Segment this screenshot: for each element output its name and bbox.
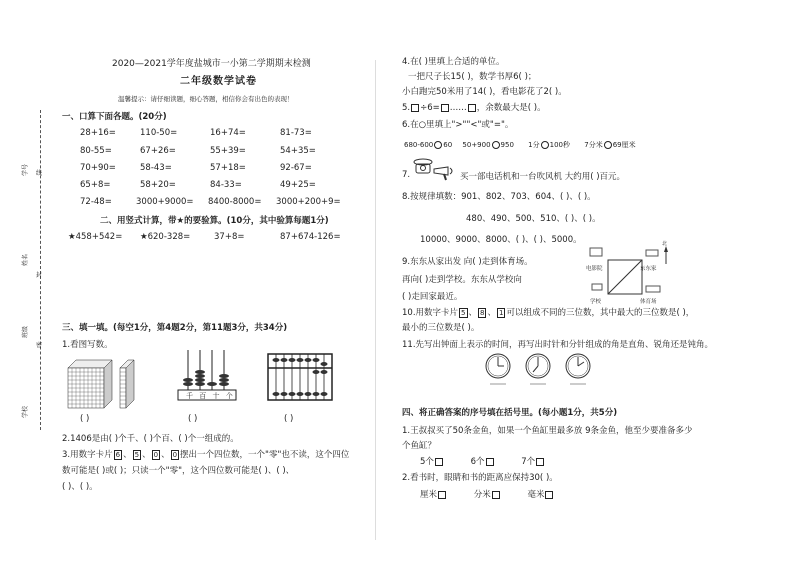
q3-line-1: 3.用数字卡片 6 、 5 、 0 、 0 摆出一个四位数，一个"零"也不读，这个四位 (62, 450, 350, 460)
gutter-mark-seal: 封 (36, 272, 43, 279)
exam-tip: 温馨提示：请仔细读题，细心答题，相信你会有出色的表现！ (118, 95, 294, 103)
option-checkbox[interactable] (486, 458, 494, 466)
clock-icon (524, 352, 554, 388)
option-checkbox[interactable] (435, 458, 443, 466)
gutter-label-student-id: 学号 (22, 163, 29, 176)
column-divider (375, 60, 376, 540)
option-checkbox[interactable] (545, 491, 553, 499)
map-diagram (586, 244, 672, 304)
q1-blank-2[interactable]: ( ) (188, 414, 198, 424)
calc-item: 28+16= (80, 128, 116, 138)
q4-line-b: 小白跑完50米用了14( )，看电影花了2( )。 (402, 87, 567, 97)
exam-title: 2020—2021学年度盐城市一小第二学期期末检测 (112, 59, 311, 69)
part1-heading: 一、口算下面各题。(20分) (62, 112, 167, 122)
part2-heading: 二、用竖式计算，带★的要验算。(10分，其中验算每题1分) (100, 216, 329, 226)
digit-card: 5 (461, 308, 466, 317)
calc-item: 8400-8000= (208, 197, 262, 207)
q1-blank-1[interactable]: ( ) (80, 414, 90, 424)
abacus-frame-image (266, 352, 336, 404)
exam-subtitle: 二年级数学试卷 (180, 76, 257, 87)
gutter-label-school: 学校 (22, 405, 29, 418)
digit-card: 1 (499, 308, 504, 317)
abacus-label: 百 (199, 392, 207, 400)
compare-circle[interactable] (434, 141, 442, 149)
blank-box[interactable] (411, 104, 419, 112)
option-checkbox[interactable] (492, 491, 500, 499)
p4-q1-options: 5个 6个 7个 (420, 455, 545, 467)
vertical-calc-item: ★620-328= (140, 232, 191, 242)
clock-icon (484, 352, 514, 388)
compare-circle[interactable] (492, 141, 500, 149)
map-label-school: 学校 (590, 299, 602, 305)
calc-item: 58+20= (140, 180, 176, 190)
blank-box[interactable] (441, 104, 449, 112)
q4-line-a: 一把尺子长15( )，数学书厚6( )； (408, 72, 537, 82)
q1-text: 1.看图写数。 (62, 340, 113, 350)
part4-heading: 四、将正确答案的序号填在括号里。(每小题1分，共5分) (402, 408, 618, 418)
q9-line-3: ( )走回家最近。 (402, 292, 463, 302)
q10-line-1: 10.用数字卡片 5 、 8 、 1 可以组成不同的三位数，其中最大的三位数是( )， (402, 308, 695, 318)
p4-q1-line-2: 个鱼缸？ (402, 441, 437, 451)
p4-q2-options: 厘米 分米 毫米 (420, 488, 554, 500)
q9-line-2: 再向( )走到学校。东东从学校向 (402, 275, 522, 285)
q6-items: 680-600 60 50+900 950 1分 100秒 7分米 69厘米 (404, 141, 636, 149)
digit-card: 6 (115, 450, 121, 459)
q4-text: 4.在( )里填上合适的单位。 (402, 57, 505, 67)
q8-line-1: 8.按规律填数：901、802、703、604、( )、( )。 (402, 192, 596, 202)
vertical-calc-item: 87+674-126= (280, 232, 341, 242)
q5-text: 5. ÷6= …… ，余数最大是( )。 (402, 103, 546, 113)
map-label-cinema: 电影院 (586, 266, 603, 272)
gutter-mark-secret: 密 (36, 342, 43, 349)
abacus-label: 个 (225, 392, 233, 400)
calc-item: 81-73= (280, 128, 312, 138)
calc-item: 67+26= (140, 146, 176, 156)
vertical-calc-item: 37+8= (214, 232, 245, 242)
calc-item: 55+39= (210, 146, 246, 156)
option-checkbox[interactable] (438, 491, 446, 499)
q3-line-3: ( )、( )。 (62, 482, 98, 492)
q3-text-b: 摆出一个四位数，一个"零"也不读，这个四位 (180, 450, 350, 460)
calc-item: 92-67= (280, 163, 312, 173)
digit-card: 0 (172, 450, 178, 459)
q2-text: 2.1406是由( )个千、( )个百、( )个一组成的。 (62, 434, 239, 444)
q3-text-a: 3.用数字卡片 (62, 450, 113, 460)
digit-card: 8 (480, 308, 485, 317)
calc-item: 65+8= (80, 180, 111, 190)
abacus-labels (186, 391, 233, 401)
map-label-stadium: 体育场 (640, 299, 657, 305)
q6-text: 6.在○里填上">""<"或"="。 (402, 120, 514, 130)
vertical-calc-item: ★458+542= (68, 232, 123, 242)
calc-item: 58-43= (140, 163, 172, 173)
calc-item: 54+35= (280, 146, 316, 156)
blank-box[interactable] (468, 104, 476, 112)
p4-q2-text: 2.看书时，眼睛和书的距离应保持30( )。 (402, 473, 558, 483)
calc-item: 110-50= (140, 128, 178, 138)
digit-card: 5 (134, 450, 140, 459)
option-checkbox[interactable] (536, 458, 544, 466)
q3-line-2: 数可能是( )或( )；只读一个"零"，这个四位数可能是( )、( )、 (62, 466, 295, 476)
clock-icon (564, 352, 594, 388)
binding-gutter (0, 0, 60, 561)
p4-q1-line-1: 1.王叔叔买了50条金鱼，如果一个鱼缸里最多放 9条金鱼，他至少要准备多少 (402, 426, 693, 436)
q11-text: 11.先写出钟面上表示的时间，再写出时针和分针组成的角是直角、锐角还是钝角。 (402, 340, 714, 350)
q8-line-3: 10000、9000、8000、( )、( )、5000。 (420, 235, 582, 245)
compare-circle[interactable] (604, 141, 612, 149)
calc-item: 80-55= (80, 146, 112, 156)
telephone-icon (412, 156, 434, 176)
calc-item: 3000+9000= (136, 197, 194, 207)
map-label-home: 东东家 (640, 266, 657, 272)
gutter-label-name: 姓名 (22, 253, 29, 266)
map-label-north: 北 (662, 241, 668, 247)
calc-item: 70+90= (80, 163, 116, 173)
q7-text: 买一部电话机和一台吹风机 大约用( )百元。 (460, 172, 626, 182)
part3-heading: 三、填一填。(每空1分，第4题2分，第11题3分，共34分) (62, 323, 288, 333)
calc-item: 84-33= (210, 180, 242, 190)
hair-dryer-icon (432, 164, 458, 182)
abacus-label: 十 (212, 392, 220, 400)
calc-item: 3000+200+9= (276, 197, 341, 207)
cube-blocks-image (64, 356, 144, 412)
compare-circle[interactable] (541, 141, 549, 149)
abacus-label: 千 (186, 392, 193, 400)
gutter-label-class: 班级 (22, 325, 29, 338)
q7-number: 7. (402, 170, 411, 180)
calc-item: 16+74= (210, 128, 246, 138)
q9-line-1: 9.东东从家出发 向( )走到体育场。 (402, 257, 533, 267)
calc-item: 49+25= (280, 180, 316, 190)
q1-blank-3[interactable]: ( ) (284, 414, 294, 424)
digit-card: 0 (153, 450, 159, 459)
q8-line-2: 480、490、500、510、( )、( )。 (466, 214, 601, 224)
calc-item: 72-48= (80, 197, 112, 207)
q10-line-2: 最小的三位数是( )。 (402, 323, 480, 333)
calc-item: 57+18= (210, 163, 246, 173)
gutter-mark-line: 线 (36, 170, 43, 177)
